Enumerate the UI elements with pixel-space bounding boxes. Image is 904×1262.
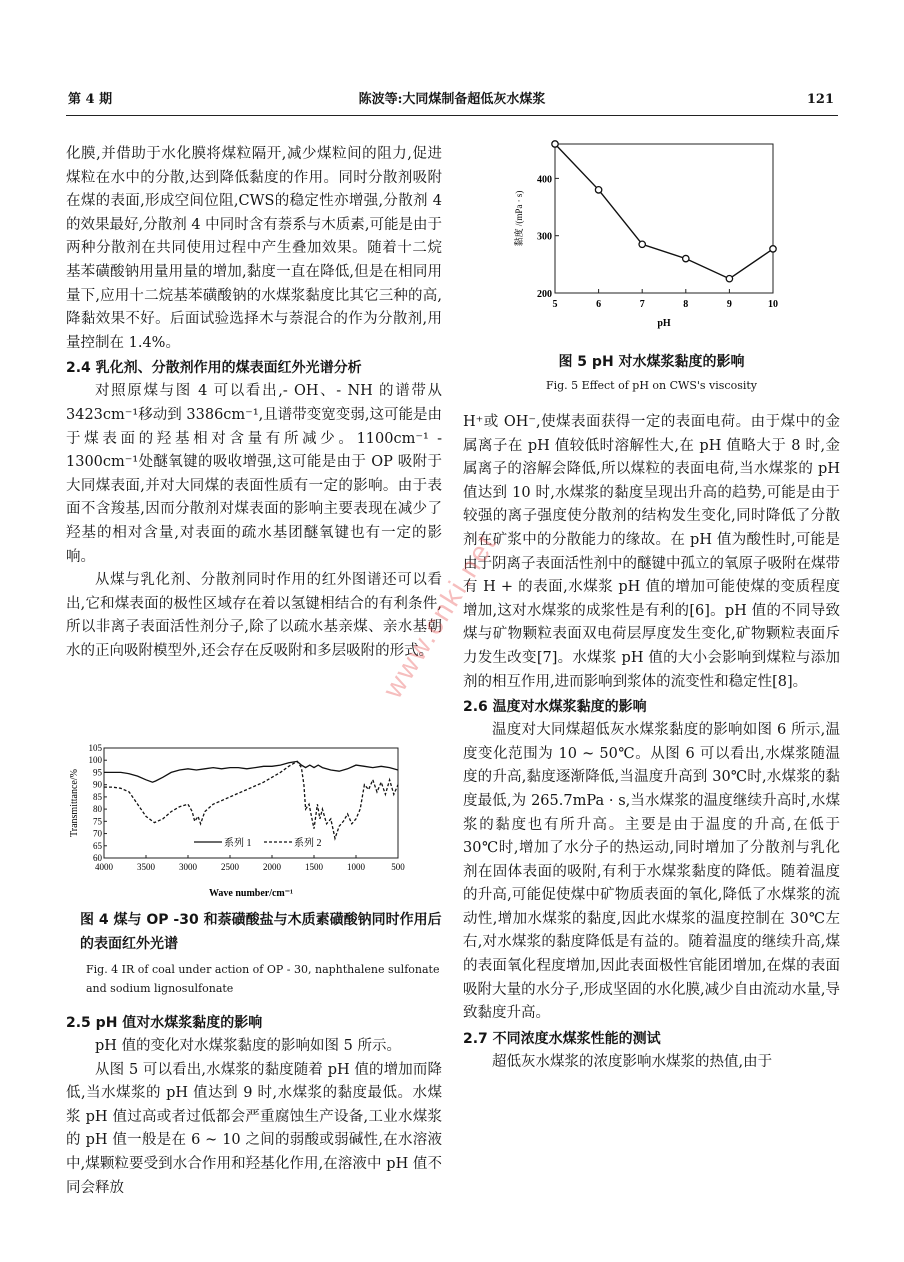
section-heading-2-7: 2.7 不同浓度水煤浆性能的测试	[463, 1030, 661, 1047]
fig5-x-tick-label: 10	[768, 299, 778, 310]
left-column-lower	[66, 1011, 442, 1200]
fig5-data-point	[595, 187, 601, 193]
fig5-x-tick-label: 5	[552, 299, 558, 310]
fig4-x-tick-label: 500	[391, 862, 405, 872]
fig4-x-tick-label: 3500	[137, 862, 155, 872]
running-header-title: 陈波等:大同煤制备超低灰水煤浆	[358, 92, 546, 107]
section-heading-2-6: 2.6 温度对水煤浆黏度的影响	[463, 699, 647, 716]
fig4-x-tick-label: 4000	[95, 862, 113, 872]
fig4-y-tick-label: 70	[93, 828, 102, 839]
fig4-y-tick-label: 100	[88, 755, 102, 766]
fig4-y-axis-label: Transmittance/%	[69, 769, 80, 837]
fig5-series-line	[555, 144, 773, 279]
fig5-x-tick-label: 7	[639, 299, 645, 310]
paragraph-intro: 化膜,并借助于水化膜将煤粒隔开,减少煤粒间的阻力,促进煤粒在水中的分散,达到降低黏度的作用。同时分散剂吸附在煤的表面,形成空间位阻,CWS的稳定性亦增强,分散剂 4 的效果最好,分散剂 4 中同时含有萘系与木质素,可能是由于两种分散剂在共同使用过程中产生叠加效果。随着十二烷基苯磺酸钠用量用量的增加,黏度一直在降低,但是在相同用量下,应用十二烷基苯磺酸钠的水煤浆黏度比其它三种的高,降黏效果不好。后面试验选择木与萘混合的作为分散剂,用量控制在 1.4%。	[66, 146, 442, 351]
fig4-legend-label-2: 系列 2	[294, 838, 322, 849]
fig5-y-tick-label: 200	[537, 289, 552, 300]
fig5-data-point	[770, 246, 776, 252]
paragraph-2-6: 温度对大同煤超低灰水煤浆黏度的影响如图 6 所示,温度变化范围为 10 ~ 50℃。从图 6 可以看出,水煤浆随温度的升高,黏度逐渐降低,当温度升高到 30℃时,水煤浆的黏度最低,为 265.7mPa · s,当水煤浆的温度继续升高时,水煤浆的黏度也有所升高。主要是由于温度的升高,在低于 30℃时,增加了水分子的热运动,同时增加了分散剂与乳化剂在固体表面的吸附,有利于水煤浆黏度的降低。随着温度的升高,可能促使煤中矿物质表面的氧化,降低了水煤浆的流动性,增加水煤浆的黏度,因此水煤浆的温度控制在 30℃左右,对水煤浆的黏度降低是有益的。随着温度的继续升高,煤的表面氧化程度增加,因此表面极性官能团增加,在煤的表面吸附大量的水分子,形成坚固的水化膜,减少自由流动水量,导致黏度升高。	[463, 722, 840, 1022]
paragraph-2-7: 超低灰水煤浆的浓度影响水煤浆的热值,由于	[492, 1053, 773, 1070]
fig4-series-line-2	[104, 761, 398, 838]
fig4-y-tick-label: 75	[93, 816, 102, 827]
fig4-x-tick-label: 3000	[179, 862, 197, 872]
fig5-x-tick-label: 9	[726, 299, 732, 310]
fig5-x-tick-label: 8	[683, 299, 689, 310]
fig4-x-tick-label: 2000	[263, 862, 281, 872]
fig5-x-tick-label: 6	[596, 299, 602, 310]
fig5-y-tick-label: 400	[537, 174, 552, 186]
fig4-y-tick-label: 85	[93, 791, 102, 802]
fig5-data-point	[552, 141, 558, 147]
paragraph-ph-continued: H⁺或 OH⁻,使煤表面获得一定的表面电荷。由于煤中的金属离子在 pH 值较低时溶解性大,在 pH 值略大于 8 时,金属离子的溶解会降低,所以煤粒的表面电荷,当水煤浆的 pH 值达到 10 时,水煤浆的黏度呈现出升高的趋势,可能是由于较强的离子强度使分散剂的结构发生变化,同时降低了分散剂在矿浆中的分散能力的缘故。在 pH 值为酸性时,可能是由于阴离子表面活性剂中的醚键中孤立的氧原子吸附在煤带有 H + 的表面,水煤浆 pH 值的增加可能使煤的变质程度增加,这对水煤浆的成浆性是有利的[6]。pH 值的不同导致煤与矿物颗粒表面双电荷层厚度发生变化,矿物颗粒表面斥力发生改变[7]。水煤浆 pH 值的大小会影响到煤粒与添加剂的相互作用,进而影响到浆体的流变性和稳定性[8]。	[463, 414, 840, 690]
left-column-upper	[66, 143, 442, 663]
fig5-y-tick-label: 300	[537, 231, 552, 243]
page-number: 121	[806, 92, 834, 107]
section-heading-2-4: 2.4 乳化剂、分散剂作用的煤表面红外光谱分析	[66, 360, 362, 377]
running-header-issue: 第 4 期	[68, 92, 113, 107]
fig4-y-tick-label: 95	[93, 767, 102, 778]
fig5-y-axis-label: 黏度 /(mPa · s)	[514, 190, 524, 247]
paragraph-2-4b: 从煤与乳化剂、分散剂同时作用的红外图谱还可以看出,它和煤表面的极性区域存在着以氢键相结合的有利条件,所以非离子表面活性剂分子,除了以疏水基亲煤、亲水基朝水的正向吸附模型外,还会存在反吸附和多层吸附的形式。	[66, 572, 442, 659]
fig4-y-tick-label: 60	[93, 853, 102, 863]
fig4-y-tick-label: 80	[93, 804, 102, 815]
figure-4-ir-spectrum	[66, 738, 442, 900]
fig4-legend-label-1: 系列 1	[224, 838, 252, 849]
fig4-y-tick-label: 105	[88, 743, 102, 753]
figure-4-caption	[66, 908, 442, 998]
figure-5-caption-en: Fig. 5 Effect of pH on CWS's viscosity	[545, 379, 758, 392]
fig5-x-axis-label: pH	[657, 318, 671, 329]
paragraph-2-5a: pH 值的变化对水煤浆黏度的影响如图 5 所示。	[95, 1038, 401, 1054]
figure-5-caption	[463, 350, 840, 395]
header-rule	[66, 115, 838, 116]
fig4-x-tick-label: 2500	[221, 862, 239, 872]
paragraph-2-4a: 对照原煤与图 4 可以看出,- OH、- NH 的谱带从 3423cm⁻¹移动到 3386cm⁻¹,且谱带变宽变弱,这可能是由于煤表面的羟基相对含量有所减少。1100cm⁻¹ - 1300cm⁻¹处醚氧键的吸收增强,这可能是由于 OP 吸附于大同煤表面,并对大同煤的表面性质有一定的影响。由于表面不含羧基,因而分散剂对煤表面的影响主要表现在减少了羟基的相对含量,对表面的疏水基团醚氧键也有一定的影响。	[66, 383, 442, 565]
watermark: www.cnki.net	[376, 528, 503, 704]
fig4-x-tick-label: 1500	[305, 862, 323, 872]
fig4-y-tick-label: 90	[93, 779, 102, 790]
paragraph-2-5b: 从图 5 可以看出,水煤浆的黏度随着 pH 值的增加而降低,当水煤浆的 pH 值达到 9 时,水煤浆的黏度最低。水煤浆 pH 值过高或者过低都会严重腐蚀生产设备,工业水煤浆的 pH 值一般是在 6 ~ 10 之间的弱酸或弱碱性,在水溶液中,煤颗粒要受到水合作用和羟基化作用,在溶液中 pH 值不同会释放	[66, 1061, 442, 1196]
fig4-x-tick-label: 1000	[347, 862, 365, 872]
figure-4-caption-en: Fig. 4 IR of coal under action of OP - 30, naphthalene sulfonate and sodium lignosulfonate	[86, 963, 440, 995]
fig5-data-point	[639, 241, 645, 247]
figure-4-caption-cn: 图 4 煤与 OP -30 和萘磺酸盐与木质素磺酸钠同时作用后的表面红外光谱	[80, 912, 442, 952]
fig4-series-line-1	[104, 761, 398, 782]
fig5-data-point	[683, 255, 689, 261]
fig5-data-point	[726, 275, 732, 281]
figure-5-caption-cn: 图 5 pH 对水煤浆黏度的影响	[558, 354, 745, 370]
section-heading-2-5: 2.5 pH 值对水煤浆黏度的影响	[66, 1015, 263, 1031]
figure-5-ph-chart	[508, 138, 808, 336]
fig4-y-tick-label: 65	[93, 840, 102, 851]
fig4-x-axis-label: Wave number/cm⁻¹	[208, 888, 294, 899]
